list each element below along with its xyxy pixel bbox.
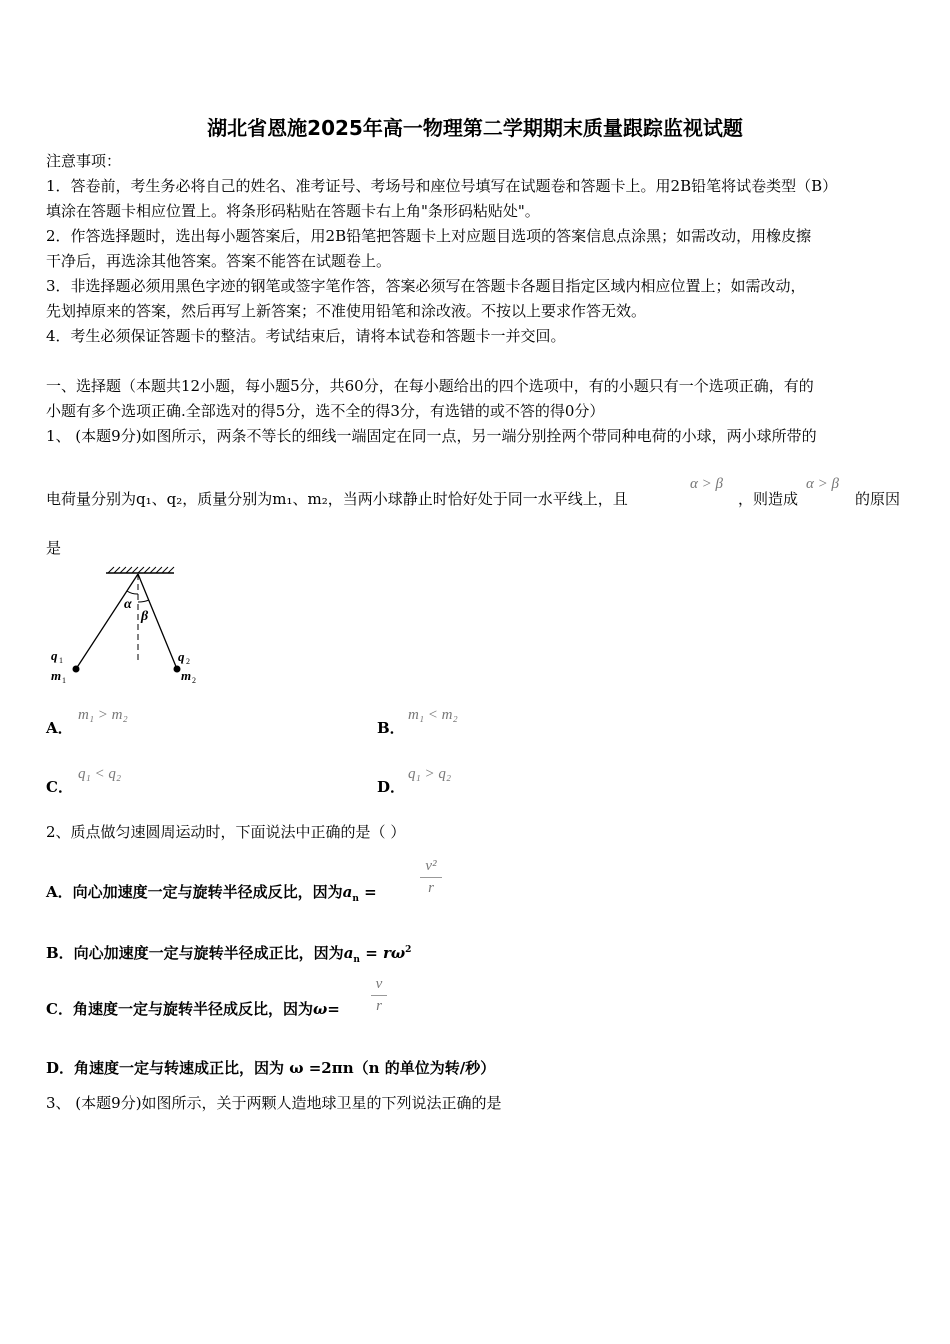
q3-stem: 3、 (本题9分)如图所示，关于两颗人造地球卫星的下列说法正确的是 bbox=[46, 1094, 502, 1112]
q2-option-c-var: ω= bbox=[312, 1000, 340, 1018]
notice-line: 1．答卷前，考生务必将自己的姓名、准考证号、考场号和座位号填写在试题卷和答题卡上。用2B铅笔将试卷类型（B） bbox=[46, 177, 838, 195]
m1-subscript: 1 bbox=[62, 676, 66, 685]
fraction-numerator: v bbox=[375, 976, 383, 992]
q2-option-b-sub: n bbox=[353, 955, 360, 965]
q1-label: q bbox=[51, 648, 58, 663]
fraction-bar bbox=[420, 877, 442, 878]
q2-option-a-text: A．向心加速度一定与旋转半径成反比，因为 bbox=[46, 883, 343, 901]
q1-stem-line2b: ，则造成 bbox=[738, 490, 799, 508]
q2-option-c-fraction bbox=[371, 976, 387, 1015]
notice-line: 4．考生必须保证答题卡的整洁。考试结束后，请将本试卷和答题卡一并交回。 bbox=[46, 327, 566, 345]
alpha-label: α bbox=[124, 597, 132, 612]
q1-option-c-expr: q₁ < q₂ bbox=[78, 766, 122, 782]
q1-option-a-label[interactable]: A． bbox=[46, 719, 73, 737]
notice-line: 2．作答选择题时，选出每小题答案后，用2B铅笔把答题卡上对应题目选项的答案信息点涂黑；如需改动，用橡皮擦 bbox=[46, 227, 812, 245]
q2-subscript: 2 bbox=[186, 657, 190, 666]
q1-stem-line2a: 电荷量分别为q₁、q₂，质量分别为m₁、m₂，当两小球静止时恰好处于同一水平线上，且 bbox=[46, 490, 628, 508]
q1-option-d-expr: q₁ > q₂ bbox=[408, 766, 452, 782]
notice-line: 3．非选择题必须用黑色字迹的钢笔或签字笔作答，答案必须写在答题卡各题目指定区域内相应位置上；如需改动， bbox=[46, 277, 806, 295]
q2-option-b-eq: = rω bbox=[359, 944, 406, 962]
q1-subscript: 1 bbox=[59, 656, 63, 665]
q1-stem-line3: 是 bbox=[46, 539, 62, 557]
fraction-denominator: r bbox=[428, 880, 434, 896]
q1-stem-line2c: 的原因 bbox=[855, 490, 901, 508]
q2-label: q bbox=[178, 649, 185, 664]
q2-option-a-fraction bbox=[420, 858, 442, 897]
q1-stem-line1: 1、 (本题9分)如图所示，两条不等长的细线一端固定在同一点，另一端分别拴两个带同种电荷的小球，两小球所带的 bbox=[46, 427, 817, 445]
section-heading: 小题有多个选项正确.全部选对的得5分，选不全的得3分，有选错的或不答的得0分） bbox=[46, 402, 605, 420]
ball-1 bbox=[73, 666, 80, 673]
q2-stem: 2、质点做匀速圆周运动时，下面说法中正确的是（ ） bbox=[46, 823, 406, 841]
q1-option-b-label[interactable]: B． bbox=[377, 719, 405, 737]
q2-option-a[interactable] bbox=[46, 880, 377, 912]
m2-subscript: 2 bbox=[192, 676, 196, 685]
page-title: 湖北省恩施2025年高一物理第二学期期末质量跟踪监视试题 bbox=[207, 116, 743, 140]
q1-option-c-label[interactable]: C． bbox=[46, 778, 73, 796]
q2-option-c-text: C．角速度一定与旋转半径成反比，因为 bbox=[46, 1000, 313, 1018]
string-left bbox=[76, 574, 138, 669]
q1-option-a-expr: m₁ > m₂ bbox=[78, 707, 128, 723]
q2-option-a-eq: = bbox=[358, 883, 377, 901]
q1-option-d-label[interactable]: D． bbox=[377, 778, 406, 796]
q1-condition: α > β bbox=[806, 476, 839, 492]
q2-option-a-var: a bbox=[342, 883, 353, 901]
notice-line: 先划掉原来的答案，然后再写上新答案；不准使用铅笔和涂改液。不按以上要求作答无效。 bbox=[46, 302, 647, 320]
pendulum-figure bbox=[40, 565, 220, 690]
q2-option-b-text: B．向心加速度一定与旋转半径成正比，因为 bbox=[46, 944, 344, 962]
q2-option-b[interactable] bbox=[46, 938, 411, 973]
section-heading: 一、选择题（本题共12小题，每小题5分，共60分，在每小题给出的四个选项中，有的小题只有一个选项正确，有的 bbox=[46, 377, 814, 395]
alpha-arc bbox=[127, 591, 138, 594]
fraction-denominator: r bbox=[376, 998, 382, 1014]
notice-line: 填涂在答题卡相应位置上。将条形码粘贴在答题卡右上角"条形码粘贴处"。 bbox=[46, 202, 540, 220]
q2-option-b-var: a bbox=[343, 944, 354, 962]
beta-label: β bbox=[141, 609, 149, 624]
fraction-numerator: v² bbox=[425, 858, 437, 874]
q1-condition: α > β bbox=[690, 476, 723, 492]
q2-option-b-sup: 2 bbox=[405, 945, 412, 955]
q2-option-c[interactable] bbox=[46, 997, 340, 1022]
beta-arc bbox=[138, 600, 149, 602]
notice-line: 干净后，再选涂其他答案。答案不能答在试题卷上。 bbox=[46, 252, 392, 270]
m1-label: m bbox=[51, 668, 62, 683]
q2-option-d[interactable]: D．角速度一定与转速成正比，因为 ω =2πn（n 的单位为转/秒） bbox=[46, 1059, 496, 1077]
ball-2 bbox=[174, 666, 181, 673]
q1-option-b-expr: m₁ < m₂ bbox=[408, 707, 458, 723]
m2-label: m bbox=[181, 668, 192, 683]
fraction-bar bbox=[371, 995, 387, 996]
q2-option-a-sub: n bbox=[352, 894, 359, 904]
ceiling-hatch bbox=[108, 567, 174, 573]
notice-heading: 注意事项： bbox=[46, 152, 122, 170]
